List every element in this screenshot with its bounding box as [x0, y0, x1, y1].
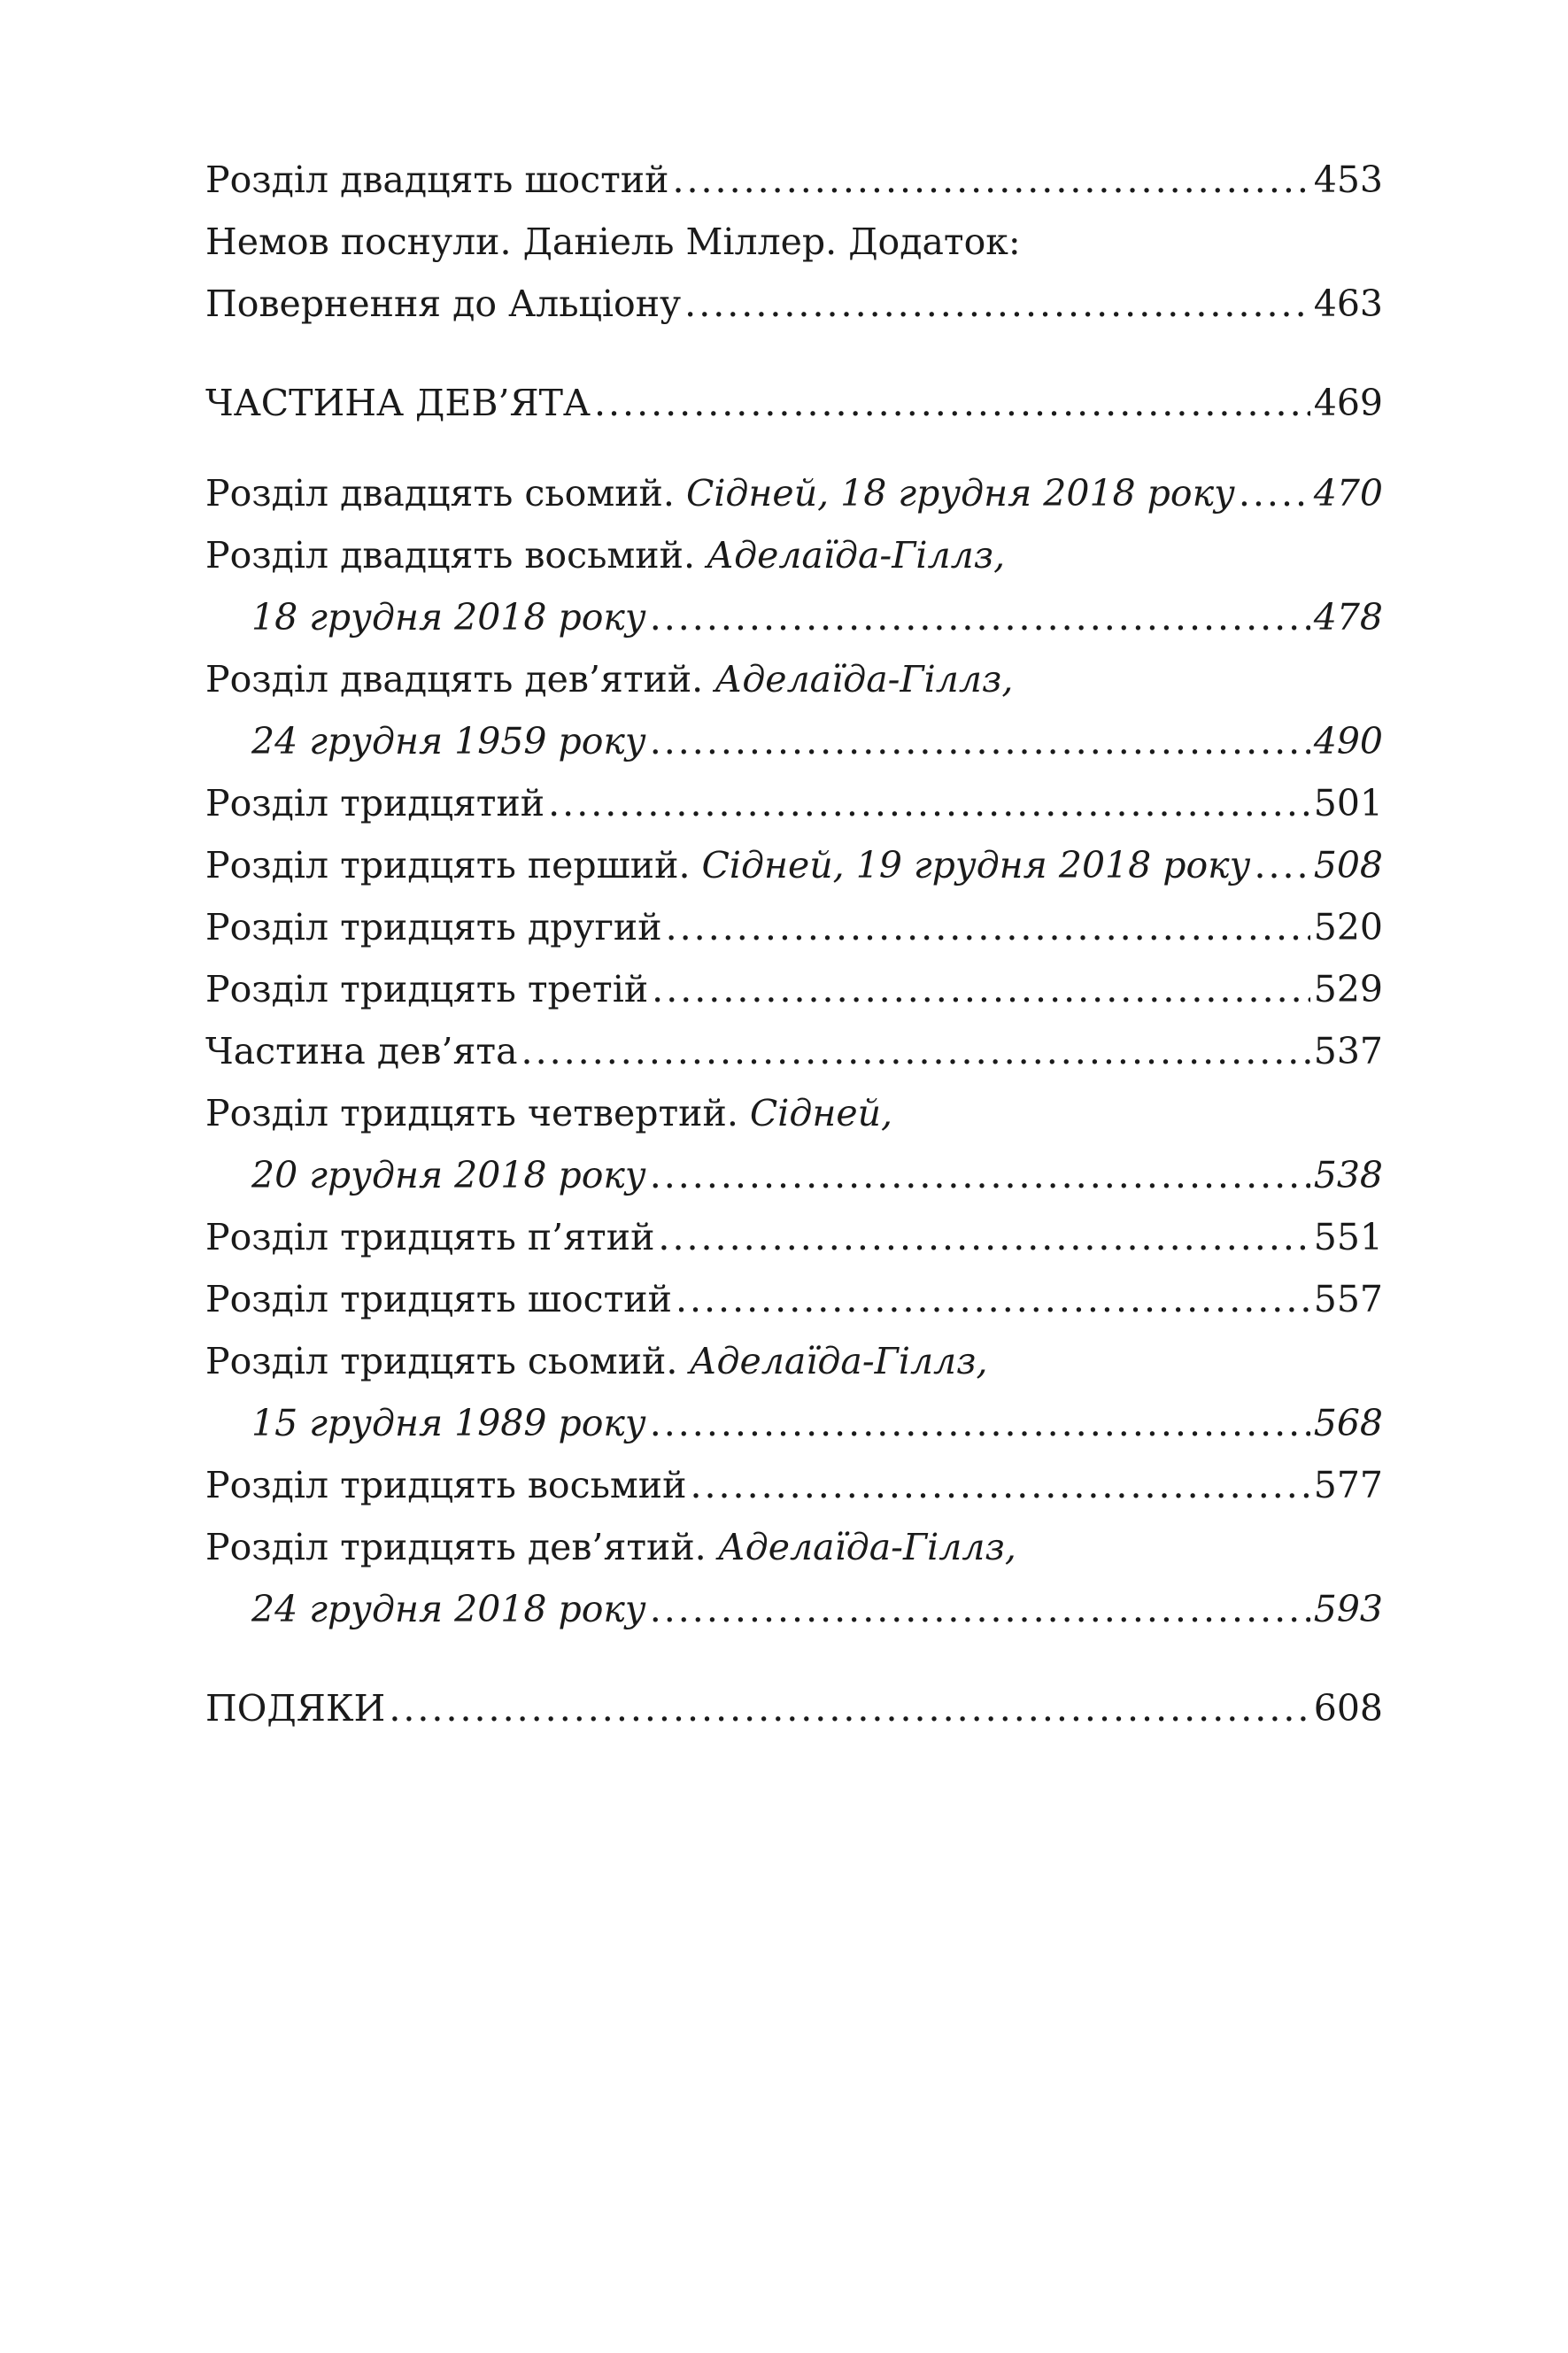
- toc-entry-page: 568: [1313, 1402, 1383, 1444]
- chapter-label: Розділ тридцять дев’ятий.: [205, 1526, 707, 1568]
- chapter-subtitle: 15 грудня 1989 року: [251, 1402, 646, 1444]
- toc-part-title: ЧАСТИНА ДЕВ’ЯТА: [205, 382, 591, 424]
- dot-leader: [650, 1392, 1310, 1454]
- chapter-label: Розділ двадцять дев’ятий.: [205, 658, 704, 700]
- toc-entry-title: [205, 1330, 988, 1392]
- dot-leader: [672, 149, 1309, 211]
- toc-part-heading[interactable]: [205, 372, 1383, 434]
- dot-leader: [690, 1454, 1309, 1516]
- chapter-subtitle: 24 грудня 1959 року: [251, 720, 646, 762]
- toc-entry-page: 537: [1313, 1030, 1383, 1072]
- toc-entry-title: Розділ тридцятий: [205, 782, 545, 824]
- chapter-label: Розділ тридцять четвертий.: [205, 1092, 738, 1134]
- toc-entry-title: [205, 834, 1250, 896]
- toc-entry-title-continued: [251, 1392, 646, 1454]
- toc-entry[interactable]: [205, 462, 1383, 524]
- toc-entry-page: 529: [1313, 968, 1383, 1010]
- toc-entry[interactable]: [205, 1330, 1383, 1454]
- toc-part-heading[interactable]: [205, 1677, 1383, 1739]
- dot-leader: [650, 710, 1310, 772]
- toc-entry[interactable]: [205, 1268, 1383, 1330]
- toc-entry-page: 508: [1313, 844, 1383, 886]
- toc-entry-page: 453: [1313, 159, 1383, 201]
- chapter-label: Розділ тридцять сьомий.: [205, 1340, 678, 1382]
- toc-entry-title: [205, 1516, 1016, 1578]
- toc-entry[interactable]: [205, 648, 1383, 772]
- toc-entry-page: 577: [1313, 1464, 1383, 1506]
- toc-entry[interactable]: [205, 1082, 1383, 1206]
- chapter-subtitle: Аделаїда-Гіллз,: [717, 1526, 1016, 1568]
- dot-leader: [666, 896, 1310, 958]
- chapter-subtitle: 18 грудня 2018 року: [251, 596, 646, 639]
- dot-leader: [650, 586, 1310, 648]
- toc-entry-title: [205, 524, 1005, 586]
- chapter-label: Розділ тридцять перший.: [205, 844, 691, 886]
- chapter-subtitle: Сідней, 18 грудня 2018 року: [685, 472, 1235, 515]
- chapter-subtitle: Аделаїда-Гіллз,: [714, 658, 1014, 700]
- table-of-contents: [205, 149, 1383, 1739]
- toc-part-title: ПОДЯКИ: [205, 1687, 386, 1730]
- toc-entry-title: Розділ тридцять другий: [205, 906, 662, 948]
- chapter-subtitle: Аделаїда-Гіллз,: [707, 534, 1006, 577]
- toc-entry-title-continued: Повернення до Альціону: [205, 283, 682, 325]
- dot-leader: [548, 772, 1310, 834]
- chapter-label: Розділ двадцять сьомий.: [205, 472, 675, 515]
- toc-entry-page: 470: [1313, 472, 1383, 515]
- dot-leader: [389, 1677, 1309, 1739]
- toc-entry[interactable]: [205, 149, 1383, 211]
- dot-leader: [521, 1020, 1310, 1082]
- toc-entry-page: 551: [1313, 1216, 1383, 1258]
- toc-entry-page: 490: [1313, 720, 1383, 762]
- toc-entry-title-continued: [251, 1578, 646, 1640]
- toc-entry-page: 469: [1313, 382, 1383, 424]
- toc-entry-page: 478: [1313, 596, 1383, 639]
- toc-entry[interactable]: [205, 1206, 1383, 1268]
- dot-leader: [1254, 834, 1309, 896]
- toc-entry-title: Немов поснули. Даніель Міллер. Додаток:: [205, 221, 1021, 263]
- toc-entry[interactable]: [205, 772, 1383, 834]
- chapter-subtitle: 20 грудня 2018 року: [251, 1154, 646, 1196]
- toc-entry-title: Частина дев’ята: [205, 1030, 518, 1072]
- chapter-subtitle: Аделаїда-Гіллз,: [689, 1340, 988, 1382]
- chapter-subtitle: 24 грудня 2018 року: [251, 1588, 646, 1630]
- toc-entry-title: [205, 648, 1013, 710]
- toc-entry-page: 557: [1313, 1278, 1383, 1320]
- toc-entry-page: 520: [1313, 906, 1383, 948]
- toc-entry-title: [205, 462, 1235, 524]
- toc-entry-page: 608: [1313, 1687, 1383, 1730]
- toc-entry-title: Розділ тридцять п’ятий: [205, 1216, 655, 1258]
- dot-leader: [658, 1206, 1309, 1268]
- dot-leader: [594, 372, 1310, 434]
- toc-entry-page: 538: [1313, 1154, 1383, 1196]
- dot-leader: [652, 958, 1310, 1020]
- toc-entry[interactable]: [205, 524, 1383, 648]
- toc-entry-title: Розділ тридцять третій: [205, 968, 649, 1010]
- toc-entry[interactable]: [205, 958, 1383, 1020]
- toc-entry-title-continued: [251, 1144, 646, 1206]
- chapter-subtitle: Сідней, 19 грудня 2018 року: [701, 844, 1251, 886]
- toc-entry-page: 593: [1313, 1588, 1383, 1630]
- toc-entry[interactable]: [205, 1516, 1383, 1640]
- toc-entry-page: 463: [1313, 283, 1383, 325]
- dot-leader: [684, 273, 1310, 335]
- chapter-subtitle: Сідней,: [749, 1092, 893, 1134]
- toc-entry-title-continued: [251, 586, 646, 648]
- toc-entry[interactable]: [205, 896, 1383, 958]
- dot-leader: [650, 1578, 1310, 1640]
- toc-entry-title: Розділ тридцять восьмий: [205, 1464, 687, 1506]
- toc-entry-title: [205, 1082, 892, 1144]
- toc-entry-title-continued: [251, 710, 646, 772]
- dot-leader: [650, 1144, 1310, 1206]
- toc-entry[interactable]: [205, 211, 1383, 335]
- toc-entry-title: Розділ двадцять шостий: [205, 159, 669, 201]
- toc-entry[interactable]: [205, 1454, 1383, 1516]
- toc-entry-title: Розділ тридцять шостий: [205, 1278, 672, 1320]
- chapter-label: Розділ двадцять восьмий.: [205, 534, 695, 577]
- dot-leader: [1239, 462, 1310, 524]
- dot-leader: [676, 1268, 1310, 1330]
- toc-entry[interactable]: [205, 834, 1383, 896]
- toc-entry[interactable]: [205, 1020, 1383, 1082]
- toc-entry-page: 501: [1313, 782, 1383, 824]
